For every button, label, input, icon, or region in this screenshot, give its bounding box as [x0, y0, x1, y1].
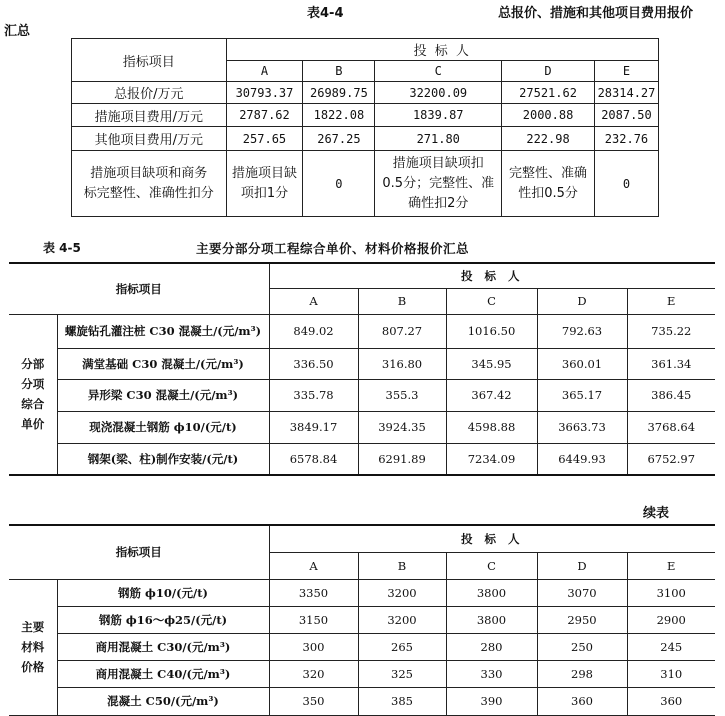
group-label-line: 单价	[21, 417, 45, 432]
cell-value: 2087.50	[594, 104, 658, 127]
header-bidders: 投 标 人	[269, 525, 715, 552]
cell-line: 措施项目缺	[231, 165, 297, 181]
bidder-col-b: B	[358, 288, 446, 314]
table45-caption-number: 表 4-5	[43, 241, 81, 255]
cell-value: 4598.88	[446, 411, 537, 443]
cell-value: 807.27	[358, 314, 446, 348]
row-label: 商用混凝土 C30/(元/m³)	[57, 633, 269, 660]
bidder-col-c: C	[375, 61, 502, 82]
group-label-line: 价格	[21, 660, 45, 674]
bidder-col-a: A	[269, 552, 358, 579]
cell-value: 330	[446, 660, 537, 687]
cell-value: 386.45	[627, 379, 715, 411]
table44-caption-title: 总报价、措施和其他项目费用报价	[498, 6, 694, 21]
table-4-5	[9, 262, 715, 476]
cell-value: 7234.09	[446, 443, 537, 475]
cell-value: 2900	[627, 606, 715, 633]
cell-value: 3849.17	[269, 411, 358, 443]
cell-value: 1822.08	[303, 104, 375, 127]
cell-value: 298	[537, 660, 627, 687]
cell-value: 316.80	[358, 348, 446, 379]
bidder-col-d: D	[537, 552, 627, 579]
header-item: 指标项目	[9, 525, 269, 579]
cell-value: 245	[627, 633, 715, 660]
row-label: 现浇混凝土钢筋 ϕ10/(元/t)	[57, 411, 269, 443]
cell-value: 310	[627, 660, 715, 687]
cell-value: 792.63	[537, 314, 627, 348]
cell-value: 360	[537, 687, 627, 715]
row-label: 总报价/万元	[72, 82, 227, 104]
cell-value	[502, 151, 595, 217]
cell-value: 3200	[358, 579, 446, 606]
row-label: 措施项目费用/万元	[72, 104, 227, 127]
table-row	[9, 606, 715, 633]
table45-caption-title: 主要分部分项工程综合单价、材料价格报价汇总	[196, 241, 470, 256]
row-label: 钢架(梁、柱)制作安装/(元/t)	[57, 443, 269, 475]
bidder-col-d: D	[537, 288, 627, 314]
cell-value: 3100	[627, 579, 715, 606]
cell-value: 3200	[358, 606, 446, 633]
cell-value: 335.78	[269, 379, 358, 411]
header-item: 指标项目	[72, 39, 227, 82]
bidder-col-e: E	[594, 61, 658, 82]
cell-value: 345.95	[446, 348, 537, 379]
header-bidders: 投 标 人	[226, 39, 658, 61]
cell-value: 2787.62	[226, 104, 303, 127]
cell-value: 0	[594, 151, 658, 217]
table44-caption-tail: 汇总	[4, 24, 31, 39]
row-label: 异形梁 C30 混凝土/(元/m³)	[57, 379, 269, 411]
group-label-line: 分项	[21, 377, 45, 392]
cell-line: 性扣0.5分	[518, 185, 578, 201]
bidder-col-b: B	[303, 61, 375, 82]
bidder-col-e: E	[627, 288, 715, 314]
cell-line: 项扣1分	[240, 185, 289, 201]
cell-value: 232.76	[594, 127, 658, 151]
cell-value: 365.17	[537, 379, 627, 411]
cell-line: 0.5分；完整性、准	[382, 175, 495, 191]
row-label-line: 措施项目缺项和商务	[90, 165, 208, 181]
table-row	[9, 687, 715, 715]
header-bidders: 投 标 人	[269, 263, 715, 288]
group-label-line: 综合	[21, 397, 45, 412]
cell-value: 6291.89	[358, 443, 446, 475]
group-label-line: 主要	[21, 620, 45, 634]
cell-line: 完整性、准确	[509, 165, 588, 181]
table-row	[9, 633, 715, 660]
table-row	[72, 127, 659, 151]
cell-value: 32200.09	[375, 82, 502, 104]
cell-value: 3800	[446, 606, 537, 633]
cell-value: 3070	[537, 579, 627, 606]
cell-value: 3150	[269, 606, 358, 633]
cell-value: 350	[269, 687, 358, 715]
row-label: 钢筋 ϕ16～ϕ25/(元/t)	[57, 606, 269, 633]
row-label	[72, 151, 227, 217]
cell-value: 26989.75	[303, 82, 375, 104]
cell-value: 0	[303, 151, 375, 217]
cell-value: 300	[269, 633, 358, 660]
table-row	[9, 379, 715, 411]
table-row	[72, 151, 659, 217]
continued-caption: 续表	[643, 506, 670, 521]
cell-value: 3768.64	[627, 411, 715, 443]
group-label	[9, 314, 57, 475]
cell-value: 1016.50	[446, 314, 537, 348]
cell-value: 3663.73	[537, 411, 627, 443]
cell-line: 确性扣2分	[408, 195, 469, 211]
cell-value: 265	[358, 633, 446, 660]
bidder-col-a: A	[269, 288, 358, 314]
cell-value: 6449.93	[537, 443, 627, 475]
row-label: 满堂基础 C30 混凝土/(元/m³)	[57, 348, 269, 379]
cell-value: 2950	[537, 606, 627, 633]
cell-value: 27521.62	[502, 82, 595, 104]
bidder-col-b: B	[358, 552, 446, 579]
row-label-line: 标完整性、准确性扣分	[83, 185, 214, 201]
cell-value: 257.65	[226, 127, 303, 151]
cell-value: 325	[358, 660, 446, 687]
table-4-5-continued	[9, 524, 715, 716]
cell-value: 735.22	[627, 314, 715, 348]
bidder-col-d: D	[502, 61, 595, 82]
cell-value: 360	[627, 687, 715, 715]
bidder-col-c: C	[446, 288, 537, 314]
bidder-col-e: E	[627, 552, 715, 579]
cell-value: 6578.84	[269, 443, 358, 475]
table-4-4	[71, 38, 659, 217]
cell-value: 361.34	[627, 348, 715, 379]
cell-value: 271.80	[375, 127, 502, 151]
cell-value: 355.3	[358, 379, 446, 411]
table-row	[9, 579, 715, 606]
table-row	[72, 82, 659, 104]
table-row	[9, 348, 715, 379]
cell-value: 28314.27	[594, 82, 658, 104]
cell-value: 390	[446, 687, 537, 715]
cell-value: 849.02	[269, 314, 358, 348]
table-row	[72, 104, 659, 127]
cell-value	[226, 151, 303, 217]
cell-value: 3800	[446, 579, 537, 606]
group-label	[9, 579, 57, 715]
cell-value: 222.98	[502, 127, 595, 151]
group-label-line: 分部	[21, 357, 45, 372]
cell-value: 2000.88	[502, 104, 595, 127]
cell-value: 336.50	[269, 348, 358, 379]
cell-value: 367.42	[446, 379, 537, 411]
cell-value: 280	[446, 633, 537, 660]
cell-value	[375, 151, 502, 217]
cell-value: 320	[269, 660, 358, 687]
group-label-line: 材料	[21, 640, 45, 654]
row-label: 其他项目费用/万元	[72, 127, 227, 151]
table44-caption-number: 表4-4	[307, 6, 344, 21]
header-item: 指标项目	[9, 263, 269, 314]
row-label: 螺旋钻孔灌注桩 C30 混凝土/(元/m³)	[57, 314, 269, 348]
cell-value: 3350	[269, 579, 358, 606]
cell-value: 385	[358, 687, 446, 715]
table-row	[9, 443, 715, 475]
cell-value: 250	[537, 633, 627, 660]
row-label: 商用混凝土 C40/(元/m³)	[57, 660, 269, 687]
cell-value: 3924.35	[358, 411, 446, 443]
cell-value: 360.01	[537, 348, 627, 379]
cell-value: 6752.97	[627, 443, 715, 475]
bidder-col-a: A	[226, 61, 303, 82]
cell-line: 措施项目缺项扣	[392, 155, 484, 171]
cell-value: 1839.87	[375, 104, 502, 127]
cell-value: 267.25	[303, 127, 375, 151]
table-row	[9, 411, 715, 443]
cell-value: 30793.37	[226, 82, 303, 104]
bidder-col-c: C	[446, 552, 537, 579]
row-label: 混凝土 C50/(元/m³)	[57, 687, 269, 715]
table-row	[9, 660, 715, 687]
table-row	[9, 314, 715, 348]
row-label: 钢筋 ϕ10/(元/t)	[57, 579, 269, 606]
